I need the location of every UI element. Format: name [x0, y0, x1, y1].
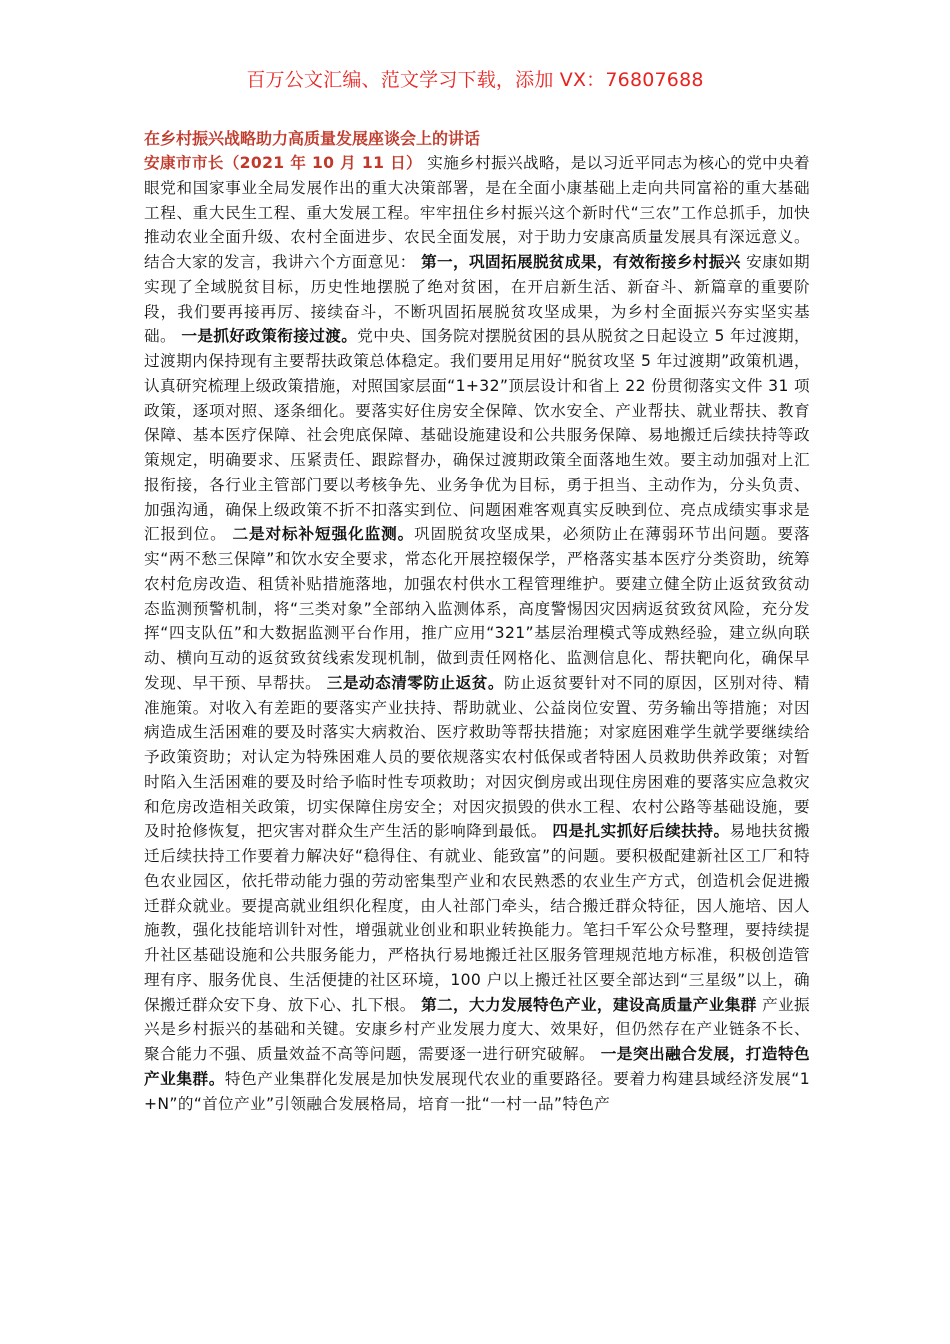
section-heading-2: 第二，大力发展特色产业，建设高质量产业集群 — [421, 995, 757, 1014]
document-title: 在乡村振兴战略助力高质量发展座谈会上的讲话 — [144, 129, 481, 148]
promo-banner: 百万公文汇编、范文学习下载，添加 VX：76807688 — [246, 69, 704, 91]
body-text: 实施乡村振兴战略，是以习近平同志为核心的党中央着眼党和国家事业全局发展作出的重大决策部署，是在全面小康基础上走向共同富裕的重大基础工程、重大民生工程、重大发展工程。牢牢扭住乡村振兴这个新时代“三农”工作总抓手，加快推动农业全面升级、农村全面进步、农民全面发展，对于助力安康高质量发展具有深远意义。结合大家的发言，我讲六个方面意见： — [144, 154, 810, 271]
document-body — [144, 151, 810, 1116]
body-text: 安康如期实现了全域脱贫目标，历史性地摆脱了绝对贫困，在开启新生活、新奋斗、新篇章的重要阶段，我们要再接再厉、接续奋斗，不断巩固拓展脱贫攻坚成果，为乡村全面振兴夯实坚实基础。 — [144, 253, 810, 346]
body-text: 巩固脱贫攻坚成果，必须防止在薄弱环节出问题。要落实“两不愁三保障”和饮水安全要求，常态化开展控辍保学，严格落实基本医疗分类资助，统筹农村危房改造、租赁补贴措施落地，加强农村供水工程管理维护。要建立健全防止返贫致贫动态监测预警机制，将“三类对象”全部纳入监测体系，高度警惕因灾因病返贫致贫风险，充分发挥“四支队伍”和大数据监测平台作用，推广应用“321”基层治理模式等成熟经验，建立纵向联动、横向互动的返贫致贫线索发现机制，做到责任网格化、监测信息化、帮扶靶向化，确保早发现、早干预、早帮扶。 — [144, 525, 810, 692]
section-heading-1: 第一，巩固拓展脱贫成果，有效衔接乡村振兴 — [421, 253, 741, 271]
subheading-1-4: 四是扎实抓好后续扶持。 — [552, 822, 730, 841]
subheading-1-1: 一是抓好政策衔接过渡。 — [181, 327, 358, 346]
body-text: 易地扶贫搬迁后续扶持工作要着力解决好“稳得住、有就业、能致富”的问题。要积极配建新社区工厂和特色农业园区，依托带动能力强的劳动密集型产业和农民熟悉的农业生产方式，创造机会促进搬迁群众就业。要提高就业组织化程度，由人社部门牵头，结合搬迁群众特征，因人施培、因人施教，强化技能培训针对性，增强就业创业和职业转换能力。笔扫千军公众号整理，要持续提升社区基础设施和公共服务能力，严格执行易地搬迁社区服务管理规范地方标准，积极创造管理有序、服务优良、生活便捷的社区环境，100 户以上搬迁社区要全部达到“三星级”以上，确保搬迁群众安下身、放下心、扎下根。 — [144, 822, 810, 1014]
subheading-2-1: 一是突出融合发展，打造特色产业集群。 — [144, 1045, 811, 1088]
body-text: 党中央、国务院对摆脱贫困的县从脱贫之日起设立 5 年过渡期，过渡期内保持现有主要帮扶政策总体稳定。我们要用足用好“脱贫攻坚 5 年过渡期”政策机遇，认真研究梳理上级政策措施，对照国家层面“1+32”顶层设计和省上 22 份贯彻落实文件 31 项政策，逐项对照、逐条细化。要落实好住房安全保障、饮水安全、产业帮扶、就业帮扶、教育保障、基本医疗保障、社会兜底保障、基础设施建设和公共服务保障、易地搬迁后续扶持等政策规定，明确要求、压紧责任、跟踪督办，确保过渡期政策全面落地生效。要主动加强对上汇报衔接，各行业主管部门要以考核争先、业务争优为目标，勇于担当、主动作为，分头负责、加强沟通，确保上级政策不折不扣落实到位、问题困难客观真实反映到位、亮点成绩实事求是汇报到位。 — [144, 327, 810, 544]
body-text: 产业振兴是乡村振兴的基础和关键。安康乡村产业发展力度大、效果好，但仍然存在产业链条不长、聚合能力不强、质量效益不高等问题，需要逐一进行研究破解。 — [144, 995, 810, 1063]
body-text: 特色产业集群化发展是加快发展现代农业的重要路径。要着力构建县域经济发展“1+N”的“首位产业”引领融合发展格局，培育一批“一村一品”特色产 — [144, 1069, 810, 1113]
body-text: 防止返贫要针对不同的原因，区别对待、精准施策。对收入有差距的要落实产业扶持、帮助就业、公益岗位安置、劳务输出等措施；对因病造成生活困难的要及时落实大病救治、医疗救助等帮扶措施；对家庭困难学生就学要继续给予政策资助；对认定为特殊困难人员的要依规落实农村低保或者特困人员救助供养政策；对暂时陷入生活困难的要及时给予临时性专项救助；对因灾倒房或出现住房困难的要落实应急救灾和危房改造相关政策，切实保障住房安全；对因灾损毁的供水工程、农村公路等基础设施，要及时抢修恢复，把灾害对群众生产生活的影响降到最低。 — [144, 673, 810, 841]
subheading-1-2: 二是对标补短强化监测。 — [232, 525, 415, 544]
document-byline: 安康市市长（2021 年 10 月 11 日） — [144, 154, 422, 172]
subheading-1-3: 三是动态清零防止返贫。 — [326, 673, 504, 692]
